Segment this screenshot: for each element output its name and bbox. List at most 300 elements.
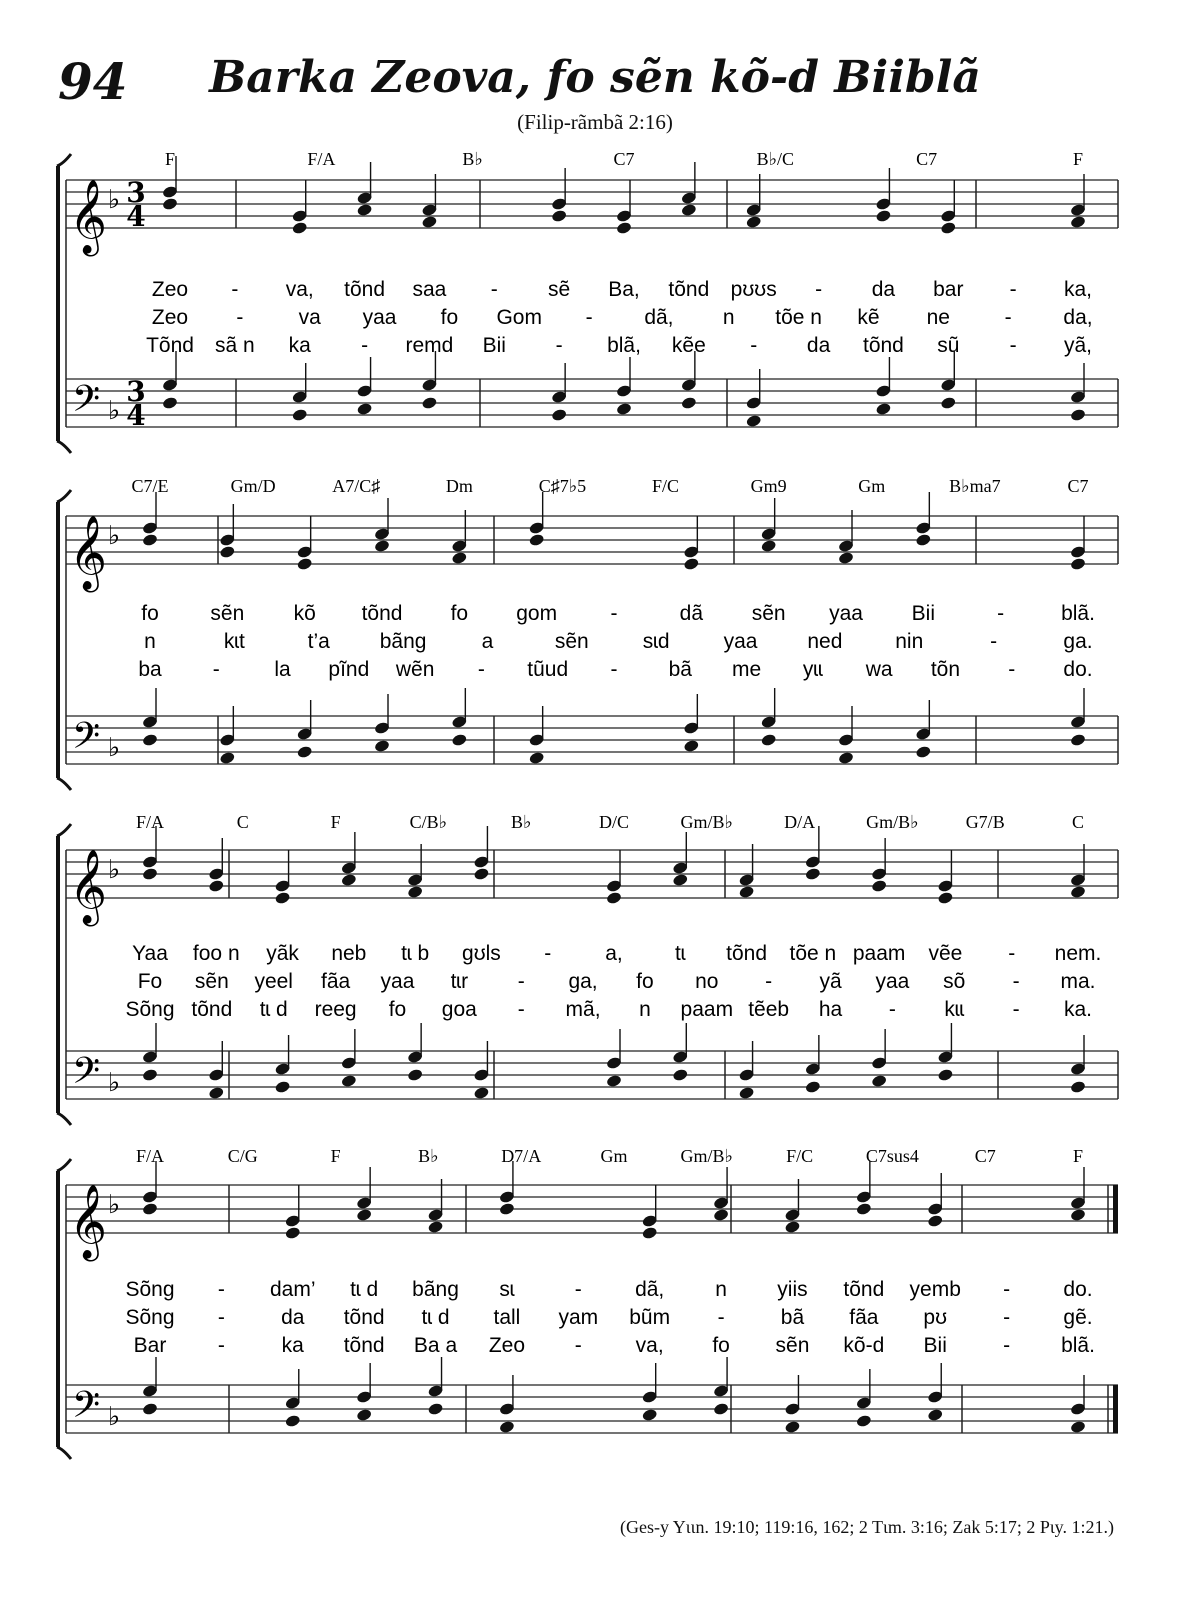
chord-symbol: Gm/B♭: [680, 812, 734, 832]
bass-notehead: [672, 1068, 689, 1082]
treble-notehead: [616, 221, 633, 235]
treble-notehead: [427, 1220, 444, 1234]
lyric-syllable: tõe n: [789, 942, 837, 965]
lyric-syllable: tõnd: [726, 942, 768, 965]
lyric-syllable: bar: [933, 278, 964, 301]
treble-notehead: [681, 203, 698, 217]
lyric-syllable: da,: [1063, 306, 1093, 329]
lyric-syllable: bãng: [412, 1278, 459, 1301]
lyric-syllable: sɩd: [642, 630, 670, 653]
lyric-hyphen: -: [1004, 306, 1012, 329]
lyric-syllable: sẽn: [194, 970, 229, 993]
lyric-syllable: pʊʊs: [730, 278, 777, 301]
lyric-syllable: tẽeb: [748, 998, 790, 1021]
lyric-syllable: ma.: [1060, 970, 1096, 993]
bass-notehead: [871, 1074, 888, 1088]
treble-notehead: [937, 891, 954, 905]
lyric-syllable: kẽ: [857, 306, 880, 329]
lyric-syllable: bũm: [629, 1306, 671, 1329]
lyric-syllable: gẽ.: [1063, 1306, 1093, 1329]
lyric-syllable: mã,: [565, 998, 601, 1021]
bracket-top-hook: [57, 490, 71, 502]
lyric-syllable: ha: [818, 998, 843, 1021]
treble-notehead: [683, 557, 700, 571]
lyric-syllable: n: [715, 1278, 727, 1301]
lyric-syllable: goa: [441, 998, 477, 1021]
bracket-bottom-hook: [57, 778, 71, 790]
treble-notehead: [341, 873, 358, 887]
chord-symbol: F: [1072, 149, 1084, 169]
treble-notehead: [274, 891, 291, 905]
lyric-syllable: yaa: [380, 970, 415, 993]
bass-clef-icon: 𝄢: [71, 1384, 101, 1435]
lyric-syllable: kẽe: [671, 334, 706, 357]
lyric-syllable: sɩ: [499, 1278, 515, 1301]
bass-notehead: [142, 1402, 159, 1416]
treble-notehead: [162, 197, 179, 211]
chord-symbol: Gm9: [750, 476, 787, 496]
lyric-syllable: Ba a: [413, 1334, 458, 1357]
bass-notehead: [356, 1408, 373, 1422]
lyric-syllable: la: [274, 658, 291, 681]
treble-notehead: [713, 1208, 730, 1222]
lyric-syllable: bãng: [379, 630, 427, 653]
lyric-syllable: yãk: [266, 942, 299, 965]
treble-notehead: [356, 1208, 373, 1222]
lyric-syllable: tõnd: [343, 1334, 385, 1357]
treble-notehead: [856, 1202, 873, 1216]
lyric-hyphen: -: [236, 306, 244, 329]
lyric-syllable: Sõng: [125, 998, 175, 1021]
bass-notehead: [641, 1408, 658, 1422]
treble-notehead: [551, 209, 568, 223]
lyric-syllable: neb: [331, 942, 367, 965]
bass-notehead: [427, 1402, 444, 1416]
treble-notehead: [142, 533, 159, 547]
lyric-syllable: Fo: [137, 970, 163, 993]
treble-notehead: [1070, 557, 1087, 571]
bass-notehead: [838, 751, 855, 765]
bass-notehead: [940, 396, 957, 410]
lyric-syllable: dã,: [635, 1278, 665, 1301]
lyric-syllable: pĩnd: [328, 658, 370, 681]
treble-notehead: [745, 215, 762, 229]
bass-notehead: [208, 1086, 225, 1100]
hymn-number: 94: [58, 52, 128, 111]
lyric-hyphen: -: [231, 278, 239, 301]
treble-clef-icon: 𝄞: [69, 516, 107, 590]
bass-notehead: [162, 396, 179, 410]
lyric-syllable: tõe n: [775, 306, 822, 329]
lyric-syllable: yaa: [875, 970, 910, 993]
lyric-syllable: pʊ: [923, 1306, 948, 1329]
treble-notehead: [407, 885, 424, 899]
chord-symbol: C: [236, 812, 249, 832]
chord-symbol: C/G: [227, 1146, 258, 1166]
bracket-bottom-hook: [57, 1113, 71, 1125]
chord-symbol: Gm: [858, 476, 886, 496]
bass-notehead: [681, 396, 698, 410]
lyric-syllable: sẽn: [751, 602, 786, 625]
treble-clef-icon: 𝄞: [69, 180, 107, 254]
lyric-syllable: tõn: [930, 658, 961, 681]
treble-notehead: [927, 1214, 944, 1228]
bass-notehead: [875, 402, 892, 416]
lyric-hyphen: -: [750, 334, 758, 357]
lyric-hyphen: -: [477, 658, 485, 681]
lyric-syllable: tɩ d: [259, 998, 288, 1021]
lyric-hyphen: -: [517, 998, 525, 1021]
treble-notehead: [219, 545, 236, 559]
lyric-syllable: sẽn: [210, 602, 245, 625]
lyric-syllable: me: [731, 658, 762, 681]
lyric-syllable: tɩ: [675, 942, 686, 965]
lyric-hyphen: -: [1009, 334, 1017, 357]
lyric-syllable: nin: [895, 630, 924, 653]
lyric-hyphen: -: [490, 278, 498, 301]
treble-notehead: [296, 557, 313, 571]
chord-symbol: Gm: [600, 1146, 628, 1166]
chord-symbol: C7: [974, 1146, 996, 1166]
chord-symbol: F: [1072, 1146, 1084, 1166]
chord-symbol: C7sus4: [865, 1146, 919, 1166]
bass-notehead: [551, 408, 568, 422]
treble-notehead: [1070, 1208, 1087, 1222]
lyric-syllable: yemb: [909, 1278, 961, 1301]
lyric-syllable: yaa: [829, 602, 863, 625]
lyric-syllable: n: [144, 630, 156, 653]
chord-symbol: F/A: [135, 1146, 165, 1166]
treble-notehead: [208, 879, 225, 893]
lyric-syllable: va: [298, 306, 321, 329]
chord-symbol: G7/B: [965, 812, 1005, 832]
lyric-hyphen: -: [544, 942, 552, 965]
key-signature-flat-icon: ♭: [107, 185, 121, 215]
lyric-syllable: Zeo: [488, 1334, 526, 1357]
treble-notehead: [284, 1226, 301, 1240]
bass-notehead: [606, 1074, 623, 1088]
chord-symbol: Gm/B♭: [680, 1146, 734, 1166]
lyric-syllable: fo: [388, 998, 407, 1021]
time-signature-numerator: 3: [126, 176, 146, 209]
bass-notehead: [407, 1068, 424, 1082]
chord-symbol: F/A: [307, 149, 336, 169]
bracket-top-hook: [57, 1159, 71, 1171]
lyric-syllable: tɩ b: [401, 942, 430, 965]
bass-notehead: [296, 745, 313, 759]
chord-symbol: Gm/B♭: [866, 812, 919, 832]
lyric-syllable: da: [806, 334, 831, 357]
lyric-syllable: ka: [281, 1334, 304, 1357]
lyric-syllable: n: [722, 306, 735, 329]
lyric-syllable: tũud: [527, 658, 569, 681]
time-signature-denominator: 4: [126, 200, 146, 233]
final-barline-thick: [1113, 1185, 1118, 1233]
bass-notehead: [915, 745, 932, 759]
treble-notehead: [838, 551, 855, 565]
lyric-syllable: tõnd: [843, 1278, 885, 1301]
chord-symbol: C♯7♭5: [538, 476, 587, 496]
treble-notehead: [374, 539, 391, 553]
lyric-syllable: dam’: [270, 1278, 316, 1301]
chord-symbol: B♭/C: [756, 149, 795, 169]
lyric-syllable: yeel: [254, 970, 293, 993]
treble-notehead: [871, 879, 888, 893]
bass-notehead: [356, 402, 373, 416]
lyric-hyphen: -: [1009, 278, 1017, 301]
chord-symbol: F/C: [652, 476, 680, 496]
lyric-hyphen: -: [1003, 1306, 1011, 1329]
lyric-syllable: a: [481, 630, 494, 653]
bass-notehead: [937, 1068, 954, 1082]
lyric-syllable: foo n: [192, 942, 240, 965]
treble-clef-icon: 𝄞: [69, 1185, 107, 1259]
lyric-syllable: ka.: [1063, 998, 1093, 1021]
lyric-hyphen: -: [1008, 658, 1016, 681]
lyric-syllable: bã: [780, 1306, 805, 1329]
lyric-hyphen: -: [574, 1278, 582, 1301]
chord-symbol: C7: [916, 149, 938, 169]
lyric-syllable: reeg: [314, 998, 357, 1021]
bass-notehead: [1070, 1080, 1087, 1094]
lyric-syllable: sẽn: [775, 1334, 810, 1357]
lyric-hyphen: -: [1008, 942, 1016, 965]
lyric-syllable: Yaa: [132, 942, 168, 965]
lyric-syllable: Zeo: [151, 278, 189, 301]
bass-notehead: [683, 739, 700, 753]
time-signature-denominator: 4: [126, 399, 146, 432]
treble-notehead: [499, 1202, 516, 1216]
lyric-syllable: Bii: [911, 602, 936, 625]
bass-notehead: [927, 1408, 944, 1422]
chord-symbol: Gm/D: [230, 476, 276, 496]
lyric-syllable: blã.: [1061, 1334, 1095, 1357]
lyric-syllable: Gom: [496, 306, 542, 329]
lyric-syllable: ne: [926, 306, 950, 329]
lyric-syllable: paam: [680, 998, 734, 1021]
lyric-syllable: yɩɩ: [802, 658, 823, 681]
lyric-hyphen: -: [888, 998, 896, 1021]
key-signature-flat-icon: ♭: [107, 733, 121, 763]
chord-symbol: B♭ma7: [949, 476, 1001, 496]
bass-notehead: [142, 733, 159, 747]
lyric-syllable: kɩt: [223, 630, 245, 653]
lyric-hyphen: -: [585, 306, 593, 329]
chord-symbol: A7/C♯: [332, 476, 381, 496]
chord-symbol: Dm: [445, 476, 473, 496]
lyric-syllable: Bar: [133, 1334, 167, 1357]
chord-symbol: C/B♭: [409, 812, 448, 832]
lyric-syllable: tɩr: [450, 970, 469, 993]
lyric-syllable: sẽn: [554, 630, 589, 653]
lyric-syllable: kɩɩ: [944, 998, 965, 1021]
lyric-syllable: Sõng: [125, 1278, 175, 1301]
lyric-syllable: a,: [605, 942, 623, 965]
scripture-reference: (Filip-rãmbã 2:16): [517, 110, 673, 134]
lyric-hyphen: -: [717, 1306, 725, 1329]
bass-clef-icon: 𝄢: [71, 378, 101, 429]
treble-notehead: [672, 873, 689, 887]
lyric-syllable: dã,: [644, 306, 674, 329]
lyric-syllable: va,: [285, 278, 314, 301]
bracket-bottom-hook: [57, 1447, 71, 1459]
lyric-syllable: tɩ d: [350, 1278, 379, 1301]
lyric-hyphen: -: [765, 970, 773, 993]
lyric-syllable: blã.: [1061, 602, 1095, 625]
lyric-syllable: do.: [1063, 658, 1093, 681]
bass-notehead: [473, 1086, 490, 1100]
lyric-hyphen: -: [555, 334, 563, 357]
lyric-hyphen: -: [610, 602, 618, 625]
lyric-syllable: sẽ: [548, 278, 571, 301]
lyric-syllable: da: [871, 278, 896, 301]
chord-symbol: B♭: [462, 149, 483, 169]
bass-notehead: [1070, 733, 1087, 747]
treble-notehead: [805, 867, 822, 881]
lyric-hyphen: -: [1003, 1334, 1011, 1357]
lyric-syllable: fãa: [849, 1306, 879, 1329]
treble-notehead: [451, 551, 468, 565]
lyric-syllable: fãa: [320, 970, 351, 993]
lyric-hyphen: -: [815, 278, 823, 301]
lyric-hyphen: -: [1012, 970, 1020, 993]
bass-clef-icon: 𝄢: [71, 715, 101, 766]
treble-notehead: [528, 533, 545, 547]
final-barline-thick: [1113, 1385, 1118, 1433]
lyric-syllable: ka,: [1063, 278, 1093, 301]
bass-notehead: [805, 1080, 822, 1094]
bass-notehead: [616, 402, 633, 416]
treble-notehead: [142, 1202, 159, 1216]
lyric-syllable: vẽe: [928, 942, 963, 965]
treble-notehead: [421, 215, 438, 229]
bass-notehead: [1070, 1420, 1087, 1434]
bass-notehead: [219, 751, 236, 765]
lyric-syllable: paam: [852, 942, 906, 965]
lyric-syllable: yã,: [1063, 334, 1093, 357]
lyric-syllable: no: [695, 970, 719, 993]
chord-symbol: D7/A: [501, 1146, 542, 1166]
lyric-syllable: tɩ d: [421, 1306, 450, 1329]
chord-symbol: F/C: [786, 1146, 814, 1166]
lyric-hyphen: -: [574, 1334, 582, 1357]
lyric-syllable: bã: [668, 658, 692, 681]
lyric-syllable: kõ-d: [843, 1334, 885, 1357]
lyric-syllable: tõnd: [862, 334, 904, 357]
chord-symbol: B♭: [418, 1146, 439, 1166]
treble-notehead: [875, 209, 892, 223]
bass-notehead: [745, 414, 762, 428]
lyric-syllable: ba: [138, 658, 162, 681]
lyric-syllable: yã: [819, 970, 842, 993]
treble-notehead: [738, 885, 755, 899]
lyric-syllable: Sõng: [125, 1306, 175, 1329]
key-signature-flat-icon: ♭: [107, 855, 121, 885]
lyric-syllable: n: [639, 998, 651, 1021]
lyric-syllable: tõnd: [668, 278, 710, 301]
bass-notehead: [291, 408, 308, 422]
treble-notehead: [473, 867, 490, 881]
bass-notehead: [713, 1402, 730, 1416]
lyric-syllable: tõnd: [191, 998, 233, 1021]
lyric-hyphen: -: [217, 1278, 225, 1301]
lyric-syllable: tall: [493, 1306, 521, 1329]
lyric-syllable: ga,: [568, 970, 598, 993]
bass-notehead: [760, 733, 777, 747]
lyric-syllable: fo: [141, 602, 159, 625]
treble-notehead: [291, 221, 308, 235]
lyric-syllable: ga.: [1063, 630, 1093, 653]
lyric-syllable: blã,: [607, 334, 641, 357]
hymn-title: Barka Zeova, fo sẽn kõ-d Biiblã: [209, 52, 981, 103]
lyric-syllable: yaa: [362, 306, 397, 329]
chord-symbol: F: [330, 812, 341, 832]
key-signature-flat-icon: ♭: [107, 1068, 121, 1098]
lyric-syllable: va,: [635, 1334, 664, 1357]
lyric-syllable: fo: [440, 306, 459, 329]
lyric-hyphen: -: [1003, 1278, 1011, 1301]
chord-symbol: C: [1071, 812, 1085, 832]
lyric-syllable: saa: [412, 278, 447, 301]
chord-symbol: F/A: [135, 812, 165, 832]
bass-notehead: [1070, 408, 1087, 422]
bass-notehead: [528, 751, 545, 765]
time-signature-numerator: 3: [126, 375, 146, 408]
lyric-syllable: Bii: [482, 334, 506, 357]
treble-notehead: [356, 203, 373, 217]
lyric-hyphen: -: [212, 658, 220, 681]
treble-notehead: [606, 891, 623, 905]
lyric-hyphen: -: [610, 658, 618, 681]
lyric-syllable: Bii: [923, 1334, 947, 1357]
bass-notehead: [284, 1414, 301, 1428]
treble-notehead: [760, 539, 777, 553]
key-signature-flat-icon: ♭: [107, 521, 121, 551]
bracket-top-hook: [57, 154, 71, 166]
lyric-syllable: dã: [679, 602, 704, 625]
lyric-syllable: wẽn: [395, 658, 435, 681]
chord-symbol: C7/E: [131, 476, 169, 496]
bass-notehead: [784, 1420, 801, 1434]
treble-notehead: [915, 533, 932, 547]
lyric-syllable: tõnd: [343, 1306, 385, 1329]
lyric-syllable: nem.: [1054, 942, 1102, 965]
bass-notehead: [374, 739, 391, 753]
lyric-syllable: t’a: [307, 630, 330, 653]
lyric-syllable: Ba,: [608, 278, 640, 301]
lyric-syllable: gʊls: [462, 942, 501, 965]
lyric-syllable: Tõnd: [146, 334, 194, 357]
chord-symbol: B♭: [510, 812, 532, 832]
chord-symbol: F: [164, 149, 176, 169]
treble-notehead: [940, 221, 957, 235]
lyric-syllable: sũ: [937, 334, 960, 357]
bass-notehead: [421, 396, 438, 410]
lyric-hyphen: -: [217, 1334, 225, 1357]
lyric-syllable: da: [281, 1306, 305, 1329]
treble-notehead: [142, 867, 159, 881]
bass-notehead: [341, 1074, 358, 1088]
bass-notehead: [451, 733, 468, 747]
bass-notehead: [274, 1080, 291, 1094]
lyric-syllable: ka: [288, 334, 311, 357]
lyric-hyphen: -: [1012, 998, 1020, 1021]
bass-notehead: [856, 1414, 873, 1428]
lyric-syllable: sõ: [943, 970, 966, 993]
key-signature-flat-icon: ♭: [107, 1402, 121, 1432]
key-signature-flat-icon: ♭: [107, 1190, 121, 1220]
bass-notehead: [142, 1068, 159, 1082]
